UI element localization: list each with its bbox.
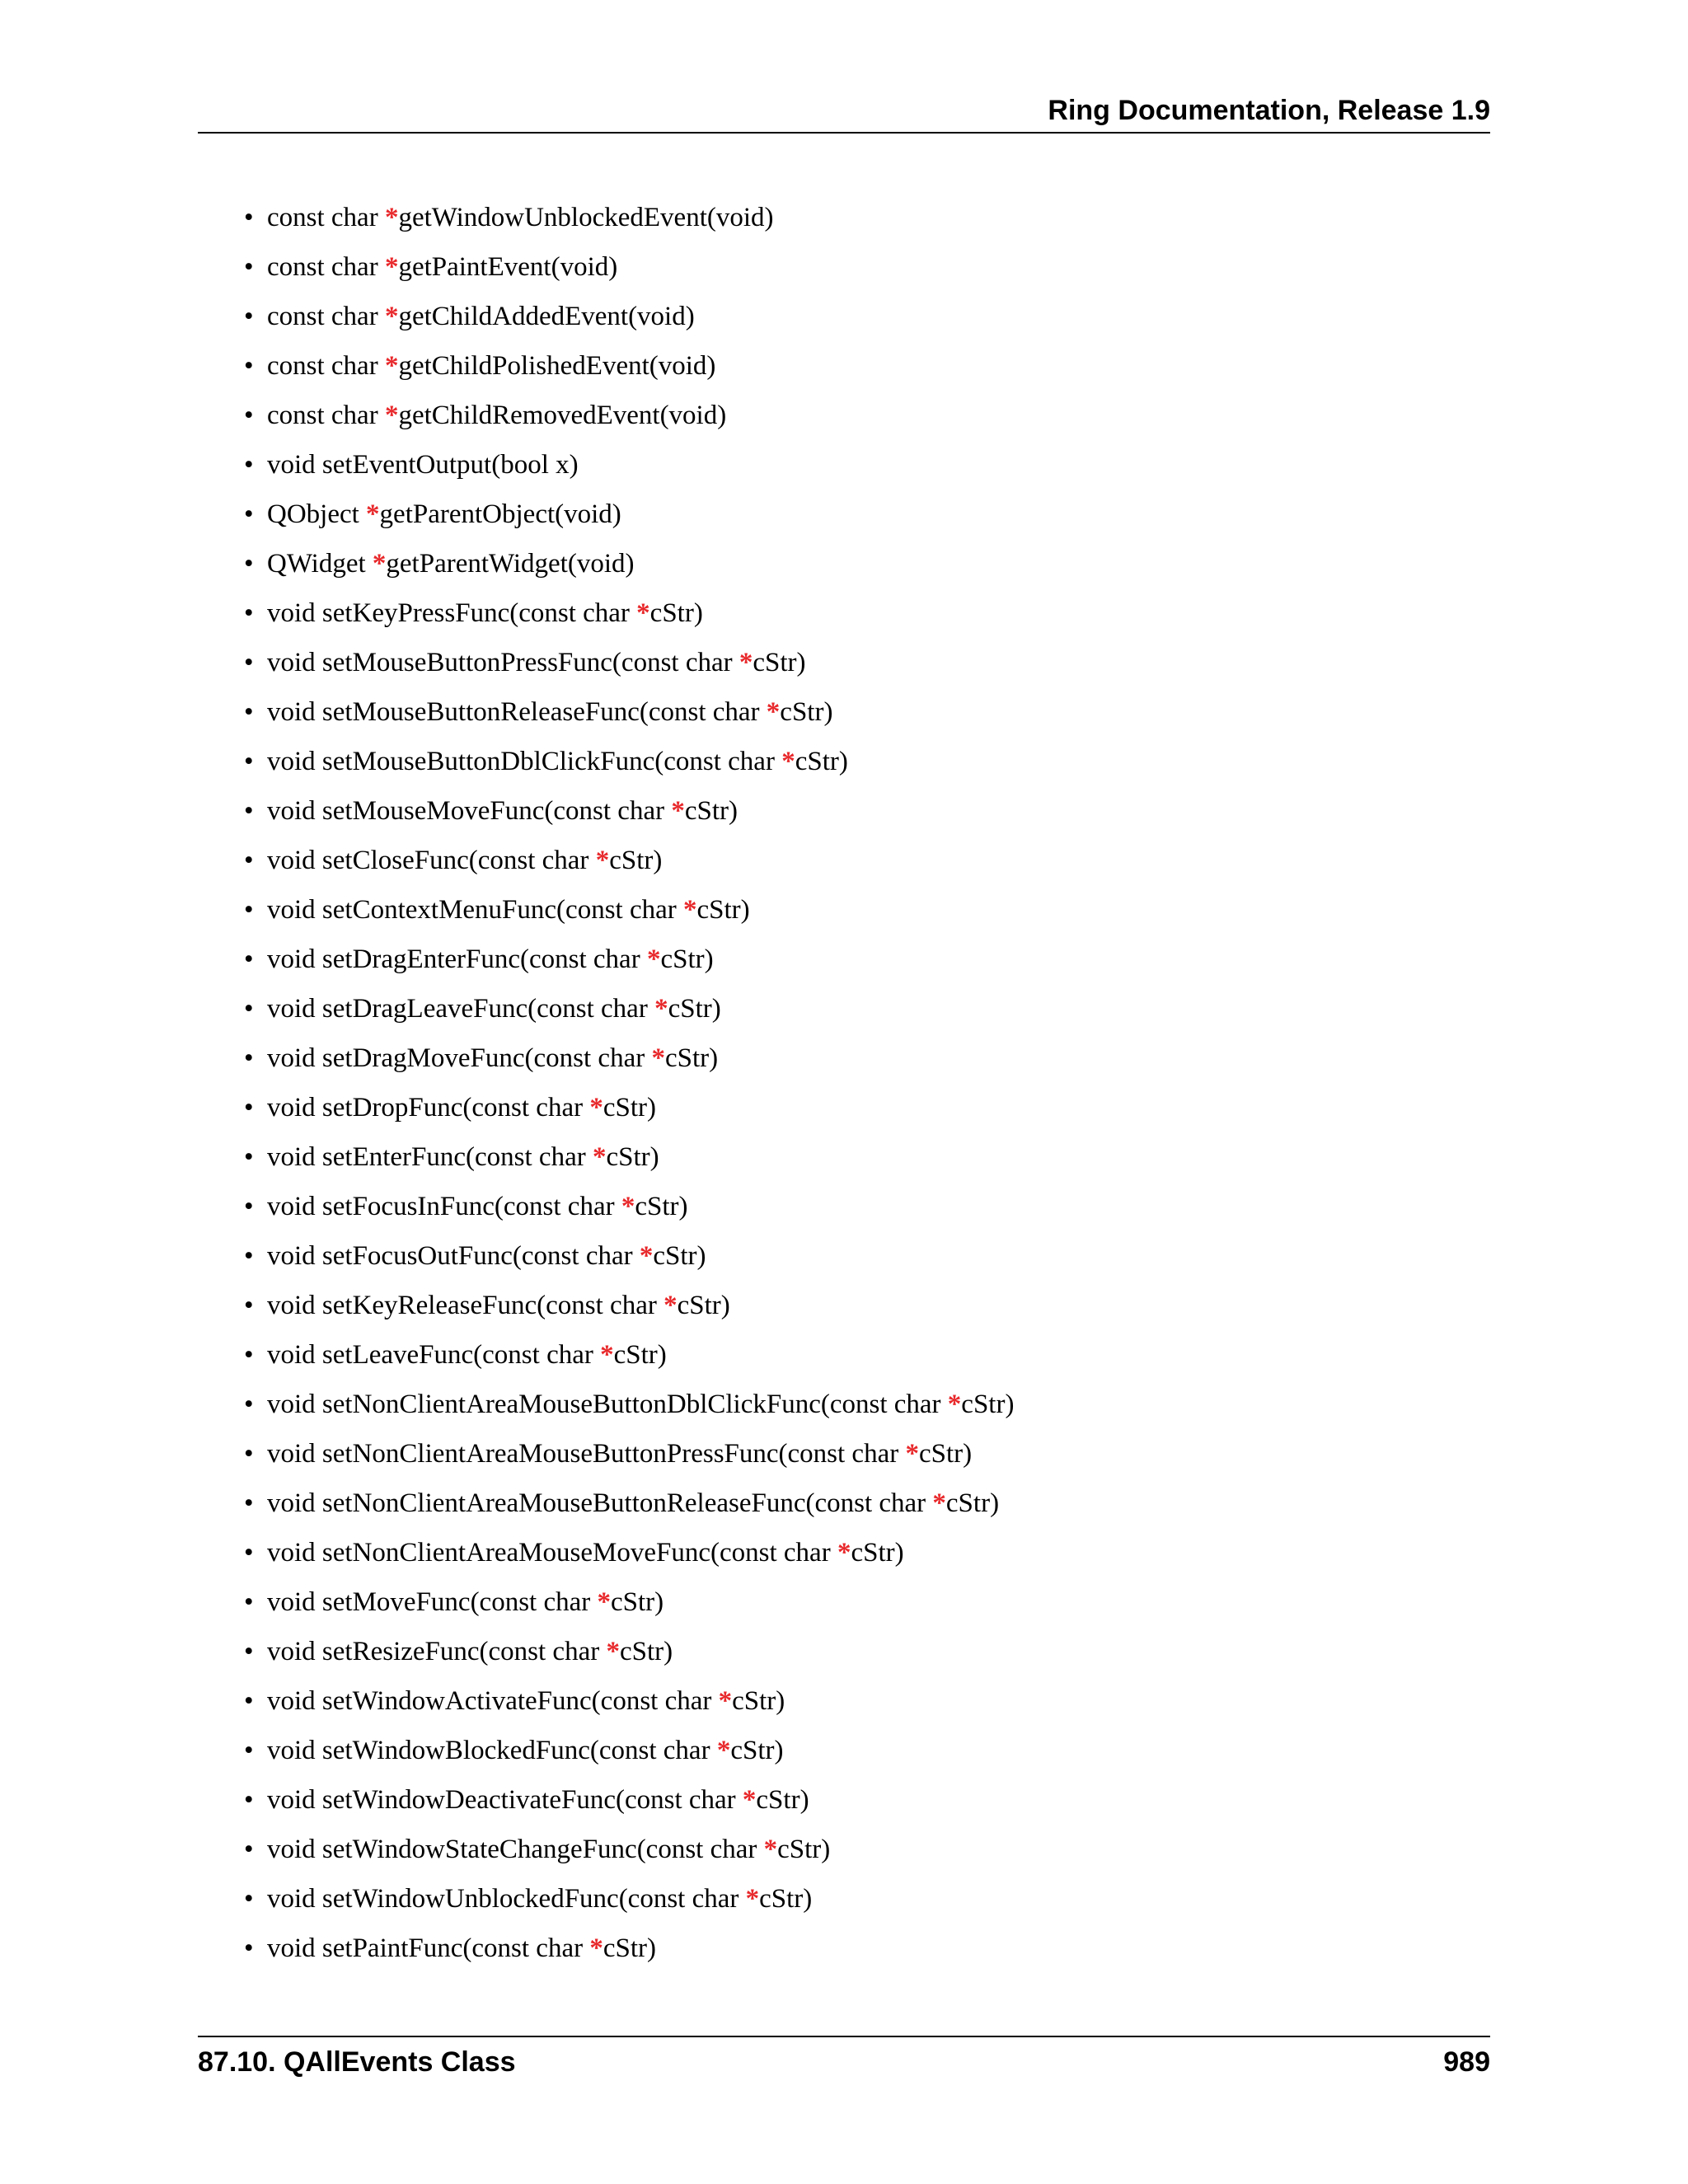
bullet-icon: • bbox=[244, 1291, 254, 1320]
bullet-icon: • bbox=[244, 1241, 254, 1271]
signature-prefix: const char bbox=[267, 302, 385, 331]
pointer-asterisk: * bbox=[671, 796, 685, 826]
signature-suffix: cStr) bbox=[649, 598, 703, 628]
list-item bbox=[244, 542, 1480, 592]
signature-suffix: cStr) bbox=[851, 1538, 904, 1568]
list-item bbox=[244, 1877, 1480, 1927]
list-item bbox=[244, 1383, 1480, 1432]
method-signature bbox=[267, 740, 848, 783]
signature-suffix: cStr) bbox=[664, 1043, 719, 1073]
method-signature bbox=[267, 1729, 783, 1772]
pointer-asterisk: * bbox=[683, 895, 697, 925]
signature-prefix: void setMouseButtonReleaseFunc(const char bbox=[267, 697, 767, 727]
signature-suffix: cStr) bbox=[777, 1835, 831, 1864]
list-item bbox=[244, 1086, 1480, 1136]
pointer-asterisk: * bbox=[384, 252, 399, 282]
bullet-icon: • bbox=[244, 1933, 254, 1963]
bullet-icon: • bbox=[244, 499, 254, 529]
signature-prefix: void setDragMoveFunc(const char bbox=[267, 1043, 652, 1073]
bullet-icon: • bbox=[244, 598, 254, 628]
method-signature bbox=[267, 790, 738, 832]
pointer-asterisk: * bbox=[636, 598, 650, 628]
pointer-asterisk: * bbox=[595, 846, 610, 875]
page-number: 989 bbox=[1443, 2046, 1490, 2078]
signature-prefix: void setResizeFunc(const char bbox=[267, 1637, 607, 1666]
pointer-asterisk: * bbox=[947, 1390, 962, 1419]
list-item bbox=[244, 790, 1480, 839]
method-signature bbox=[267, 1927, 656, 1970]
method-signature bbox=[267, 1531, 904, 1574]
list-item bbox=[244, 938, 1480, 987]
signature-suffix: cStr) bbox=[611, 1587, 664, 1617]
bullet-icon: • bbox=[244, 895, 254, 925]
bullet-icon: • bbox=[244, 401, 254, 430]
bullet-icon: • bbox=[244, 1390, 254, 1419]
bullet-icon: • bbox=[244, 351, 254, 381]
signature-suffix: getChildAddedEvent(void) bbox=[398, 302, 695, 331]
bullet-icon: • bbox=[244, 1340, 254, 1370]
signature-prefix: const char bbox=[267, 401, 385, 430]
list-item bbox=[244, 1828, 1480, 1877]
bullet-icon: • bbox=[244, 1192, 254, 1221]
list-item bbox=[244, 987, 1480, 1037]
method-signature bbox=[267, 1828, 830, 1871]
signature-prefix: void setWindowStateChangeFunc(const char bbox=[267, 1835, 764, 1864]
signature-prefix: const char bbox=[267, 203, 385, 232]
method-signature bbox=[267, 196, 774, 239]
list-item bbox=[244, 493, 1480, 542]
signature-suffix: cStr) bbox=[613, 1340, 667, 1370]
method-signature bbox=[267, 592, 703, 635]
pointer-asterisk: * bbox=[597, 1587, 611, 1617]
bullet-icon: • bbox=[244, 450, 254, 480]
method-signature bbox=[267, 1185, 688, 1228]
method-signature bbox=[267, 987, 721, 1030]
signature-prefix: QWidget bbox=[267, 549, 373, 579]
pointer-asterisk: * bbox=[766, 697, 781, 727]
signature-prefix: void setNonClientAreaMouseButtonReleaseFunc(const char bbox=[267, 1488, 933, 1518]
method-signature bbox=[267, 1779, 809, 1821]
list-item bbox=[244, 196, 1480, 246]
list-item bbox=[244, 1037, 1480, 1086]
pointer-asterisk: * bbox=[384, 401, 399, 430]
bullet-icon: • bbox=[244, 796, 254, 826]
pointer-asterisk: * bbox=[639, 1241, 654, 1271]
signature-suffix: cStr) bbox=[961, 1390, 1015, 1419]
signature-suffix: cStr) bbox=[619, 1637, 673, 1666]
list-item bbox=[244, 1581, 1480, 1630]
signature-suffix: cStr) bbox=[696, 895, 750, 925]
footer-section-title: 87.10. QAllEvents Class bbox=[198, 2046, 516, 2078]
method-signature bbox=[267, 1333, 667, 1376]
signature-prefix: void setMoveFunc(const char bbox=[267, 1587, 598, 1617]
pointer-asterisk: * bbox=[366, 499, 380, 529]
list-item bbox=[244, 394, 1480, 443]
signature-suffix: cStr) bbox=[668, 994, 721, 1024]
signature-suffix: cStr) bbox=[684, 796, 738, 826]
signature-prefix: void setWindowBlockedFunc(const char bbox=[267, 1736, 717, 1765]
pointer-asterisk: * bbox=[646, 944, 661, 974]
signature-prefix: void setEventOutput(bool x) bbox=[267, 450, 579, 480]
signature-prefix: void setContextMenuFunc(const char bbox=[267, 895, 683, 925]
method-signature bbox=[267, 839, 662, 882]
method-signature bbox=[267, 1136, 659, 1179]
pointer-asterisk: * bbox=[781, 747, 795, 776]
pointer-asterisk: * bbox=[738, 648, 753, 677]
list-item bbox=[244, 1531, 1480, 1581]
method-signature bbox=[267, 1877, 812, 1920]
bullet-icon: • bbox=[244, 549, 254, 579]
signature-prefix: void setWindowActivateFunc(const char bbox=[267, 1686, 719, 1716]
signature-suffix: cStr) bbox=[677, 1291, 730, 1320]
signature-suffix: cStr) bbox=[603, 1093, 656, 1122]
signature-suffix: getWindowUnblockedEvent(void) bbox=[398, 203, 774, 232]
method-signature bbox=[267, 542, 634, 585]
signature-prefix: void setMouseButtonPressFunc(const char bbox=[267, 648, 739, 677]
bullet-icon: • bbox=[244, 1884, 254, 1914]
pointer-asterisk: * bbox=[718, 1686, 733, 1716]
signature-suffix: cStr) bbox=[753, 648, 806, 677]
list-item bbox=[244, 246, 1480, 295]
list-item bbox=[244, 1185, 1480, 1235]
bullet-icon: • bbox=[244, 1835, 254, 1864]
bullet-icon: • bbox=[244, 1488, 254, 1518]
pointer-asterisk: * bbox=[745, 1884, 760, 1914]
method-signature bbox=[267, 394, 726, 437]
method-signature bbox=[267, 1037, 718, 1080]
list-item bbox=[244, 1680, 1480, 1729]
signature-suffix: cStr) bbox=[732, 1686, 785, 1716]
signature-prefix: QObject bbox=[267, 499, 367, 529]
bullet-icon: • bbox=[244, 648, 254, 677]
method-signature bbox=[267, 1086, 656, 1129]
signature-prefix: void setMouseMoveFunc(const char bbox=[267, 796, 672, 826]
bullet-icon: • bbox=[244, 1142, 254, 1172]
pointer-asterisk: * bbox=[606, 1637, 620, 1666]
bullet-icon: • bbox=[244, 1686, 254, 1716]
signature-prefix: void setNonClientAreaMouseButtonDblClickFunc(const char bbox=[267, 1390, 948, 1419]
bullet-icon: • bbox=[244, 1736, 254, 1765]
method-signature bbox=[267, 1680, 785, 1722]
signature-suffix: cStr) bbox=[660, 944, 714, 974]
bullet-icon: • bbox=[244, 1785, 254, 1815]
method-signature bbox=[267, 1432, 972, 1475]
method-signature bbox=[267, 1482, 999, 1525]
method-signature bbox=[267, 295, 695, 338]
bullet-icon: • bbox=[244, 1093, 254, 1122]
signature-suffix: cStr) bbox=[635, 1192, 688, 1221]
header-title: Ring Documentation, Release 1.9 bbox=[1048, 95, 1490, 126]
bullet-icon: • bbox=[244, 203, 254, 232]
method-list bbox=[244, 196, 1480, 1976]
list-item bbox=[244, 592, 1480, 641]
pointer-asterisk: * bbox=[621, 1192, 635, 1221]
pointer-asterisk: * bbox=[742, 1785, 757, 1815]
signature-suffix: getParentObject(void) bbox=[379, 499, 621, 529]
method-signature bbox=[267, 443, 579, 486]
signature-prefix: void setDragLeaveFunc(const char bbox=[267, 994, 655, 1024]
signature-prefix: void setNonClientAreaMouseButtonPressFunc(const char bbox=[267, 1439, 906, 1469]
list-item bbox=[244, 641, 1480, 691]
pointer-asterisk: * bbox=[589, 1933, 603, 1963]
signature-prefix: void setWindowUnblockedFunc(const char bbox=[267, 1884, 746, 1914]
signature-prefix: void setKeyReleaseFunc(const char bbox=[267, 1291, 664, 1320]
method-signature bbox=[267, 493, 621, 536]
signature-suffix: cStr) bbox=[606, 1142, 659, 1172]
pointer-asterisk: * bbox=[716, 1736, 731, 1765]
signature-suffix: cStr) bbox=[945, 1488, 1000, 1518]
list-item bbox=[244, 1235, 1480, 1284]
pointer-asterisk: * bbox=[592, 1142, 607, 1172]
signature-suffix: getPaintEvent(void) bbox=[398, 252, 618, 282]
pointer-asterisk: * bbox=[663, 1291, 678, 1320]
list-item bbox=[244, 1927, 1480, 1976]
list-item bbox=[244, 1284, 1480, 1333]
signature-prefix: void setLeaveFunc(const char bbox=[267, 1340, 601, 1370]
signature-prefix: void setFocusInFunc(const char bbox=[267, 1192, 621, 1221]
pointer-asterisk: * bbox=[589, 1093, 603, 1122]
page-footer bbox=[198, 2036, 1490, 2083]
pointer-asterisk: * bbox=[932, 1488, 946, 1518]
signature-prefix: const char bbox=[267, 351, 385, 381]
method-signature bbox=[267, 888, 750, 931]
signature-prefix: const char bbox=[267, 252, 385, 282]
bullet-icon: • bbox=[244, 302, 254, 331]
signature-suffix: cStr) bbox=[780, 697, 833, 727]
page-header bbox=[198, 89, 1490, 134]
list-item bbox=[244, 839, 1480, 888]
pointer-asterisk: * bbox=[651, 1043, 665, 1073]
bullet-icon: • bbox=[244, 1538, 254, 1568]
bullet-icon: • bbox=[244, 747, 254, 776]
list-item bbox=[244, 1729, 1480, 1779]
pointer-asterisk: * bbox=[384, 203, 399, 232]
signature-prefix: void setWindowDeactivateFunc(const char bbox=[267, 1785, 743, 1815]
signature-suffix: cStr) bbox=[653, 1241, 706, 1271]
bullet-icon: • bbox=[244, 994, 254, 1024]
signature-suffix: cStr) bbox=[603, 1933, 656, 1963]
pointer-asterisk: * bbox=[837, 1538, 851, 1568]
method-signature bbox=[267, 691, 832, 733]
pointer-asterisk: * bbox=[905, 1439, 919, 1469]
method-signature bbox=[267, 1383, 1014, 1426]
method-signature bbox=[267, 1630, 673, 1673]
method-signature bbox=[267, 344, 715, 387]
pointer-asterisk: * bbox=[600, 1340, 614, 1370]
bullet-icon: • bbox=[244, 1637, 254, 1666]
bullet-icon: • bbox=[244, 697, 254, 727]
pointer-asterisk: * bbox=[763, 1835, 778, 1864]
signature-suffix: cStr) bbox=[759, 1884, 813, 1914]
list-item bbox=[244, 1779, 1480, 1828]
bullet-icon: • bbox=[244, 252, 254, 282]
pointer-asterisk: * bbox=[654, 994, 668, 1024]
signature-suffix: getParentWidget(void) bbox=[386, 549, 635, 579]
pointer-asterisk: * bbox=[372, 549, 387, 579]
method-signature bbox=[267, 1581, 663, 1624]
signature-prefix: void setNonClientAreaMouseMoveFunc(const char bbox=[267, 1538, 837, 1568]
list-item bbox=[244, 691, 1480, 740]
signature-suffix: getChildPolishedEvent(void) bbox=[398, 351, 716, 381]
method-signature bbox=[267, 641, 806, 684]
signature-prefix: void setPaintFunc(const char bbox=[267, 1933, 590, 1963]
list-item bbox=[244, 1432, 1480, 1482]
method-signature bbox=[267, 246, 617, 288]
list-item bbox=[244, 1482, 1480, 1531]
signature-prefix: void setKeyPressFunc(const char bbox=[267, 598, 637, 628]
list-item bbox=[244, 1630, 1480, 1680]
pointer-asterisk: * bbox=[384, 351, 399, 381]
list-item bbox=[244, 443, 1480, 493]
bullet-icon: • bbox=[244, 1439, 254, 1469]
signature-prefix: void setFocusOutFunc(const char bbox=[267, 1241, 640, 1271]
signature-suffix: cStr) bbox=[795, 747, 848, 776]
signature-suffix: cStr) bbox=[918, 1439, 973, 1469]
bullet-icon: • bbox=[244, 1587, 254, 1617]
signature-suffix: cStr) bbox=[609, 846, 663, 875]
list-item bbox=[244, 344, 1480, 394]
signature-prefix: void setMouseButtonDblClickFunc(const char bbox=[267, 747, 782, 776]
signature-prefix: void setCloseFunc(const char bbox=[267, 846, 596, 875]
list-item bbox=[244, 295, 1480, 344]
list-item bbox=[244, 1136, 1480, 1185]
signature-suffix: cStr) bbox=[756, 1785, 809, 1815]
signature-prefix: void setEnterFunc(const char bbox=[267, 1142, 593, 1172]
signature-prefix: void setDropFunc(const char bbox=[267, 1093, 590, 1122]
signature-prefix: void setDragEnterFunc(const char bbox=[267, 944, 647, 974]
signature-suffix: getChildRemovedEvent(void) bbox=[398, 401, 727, 430]
list-item bbox=[244, 740, 1480, 790]
list-item bbox=[244, 888, 1480, 938]
method-signature bbox=[267, 1235, 706, 1277]
signature-suffix: cStr) bbox=[730, 1736, 784, 1765]
pointer-asterisk: * bbox=[384, 302, 399, 331]
bullet-icon: • bbox=[244, 1043, 254, 1073]
bullet-icon: • bbox=[244, 846, 254, 875]
list-item bbox=[244, 1333, 1480, 1383]
method-signature bbox=[267, 938, 714, 981]
bullet-icon: • bbox=[244, 944, 254, 974]
method-signature bbox=[267, 1284, 730, 1327]
